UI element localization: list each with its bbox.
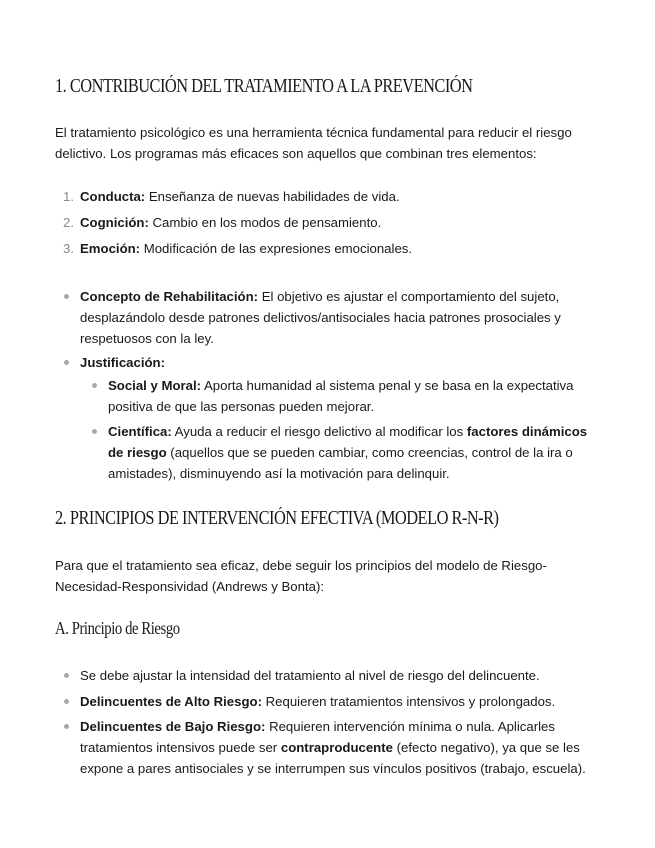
item-text: Modificación de las expresiones emocionales.: [140, 241, 413, 256]
bullet-bold-text: factores dinámicos de riesgo: [108, 424, 588, 460]
subsection-a-heading: A. Principio de Riesgo: [55, 618, 180, 638]
bullet-dot: [64, 360, 69, 365]
bullet-rehabilitacion: [80, 286, 600, 349]
bullet-dot: [64, 724, 69, 729]
bullet-text: (aquellos que se pueden cambiar, como creencias, control de la ira o amistades), disminuyendo así la motivación para delinquir.: [108, 445, 573, 481]
bullet-dot: [92, 383, 97, 388]
bullet-term: Delincuentes de Bajo Riesgo:: [80, 719, 266, 734]
numbered-item-emocion: [80, 238, 412, 259]
numbered-item-cognicion: [80, 212, 381, 233]
bullet-bajo-riesgo: [80, 716, 602, 779]
numbered-item-conducta: [80, 186, 400, 207]
item-term: Conducta:: [80, 189, 146, 204]
section-2-intro: Para que el tratamiento sea eficaz, debe seguir los principios del modelo de Riesgo-Necesidad-Responsividad (Andrews y Bonta):: [55, 558, 547, 594]
list-number: 1.: [63, 189, 74, 204]
bullet-text: Ayuda a reducir el riesgo delictivo al modificar los: [171, 424, 467, 439]
bullet-dot: [64, 294, 69, 299]
nested-bullet-social: [108, 375, 600, 417]
bullet-dot: [92, 429, 97, 434]
bullet-term: Justificación:: [80, 355, 166, 370]
bullet-justificacion: [80, 352, 165, 373]
bullet-text: Aporta humanidad al sistema penal y se basa en la expectativa positiva de que las personas pueden mejorar.: [108, 378, 574, 414]
nested-bullet-cientifica: [108, 421, 603, 484]
section-1-heading: 1. CONTRIBUCIÓN DEL TRATAMIENTO A LA PREVENCIÓN: [55, 76, 473, 97]
bullet-term: Social y Moral:: [108, 378, 202, 393]
bullet-text: (efecto negativo), ya que se les expone a pares antisociales y se interrumpen sus vínculos positivos (trabajo, escuela).: [80, 740, 586, 776]
bullet-term: Concepto de Rehabilitación:: [80, 289, 259, 304]
bullet-term: Delincuentes de Alto Riesgo:: [80, 694, 262, 709]
bullet-alto-riesgo: [80, 691, 555, 712]
section-2-heading: 2. PRINCIPIOS DE INTERVENCIÓN EFECTIVA (MODELO R-N-R): [55, 508, 499, 529]
item-term: Cognición:: [80, 215, 149, 230]
list-number: 3.: [63, 241, 74, 256]
bullet-text: Requieren tratamientos intensivos y prolongados.: [261, 694, 556, 709]
item-text: Enseñanza de nuevas habilidades de vida.: [145, 189, 400, 204]
section-1-intro: El tratamiento psicológico es una herramienta técnica fundamental para reducir el riesgo delictivo. Los programas más eficaces son aquellos que combinan tres elementos:: [55, 125, 572, 161]
bullet-dot: [64, 673, 69, 678]
bullet-bold-text: contraproducente: [280, 740, 393, 755]
bullet-text: El objetivo es ajustar el comportamiento del sujeto, desplazándolo desde patrones delictivos/antisociales hacia patrones prosociales y respetuosos con la ley.: [80, 289, 561, 346]
bullet-dot: [64, 699, 69, 704]
bullet-intensidad: Se debe ajustar la intensidad del tratamiento al nivel de riesgo del delincuente.: [80, 668, 540, 683]
item-text: Cambio en los modos de pensamiento.: [148, 215, 382, 230]
list-number: 2.: [63, 215, 74, 230]
bullet-text: Requieren intervención mínima o nula. Aplicarles tratamientos intensivos puede ser: [80, 719, 555, 755]
bullet-term: Científica:: [108, 424, 172, 439]
item-term: Emoción:: [80, 241, 141, 256]
